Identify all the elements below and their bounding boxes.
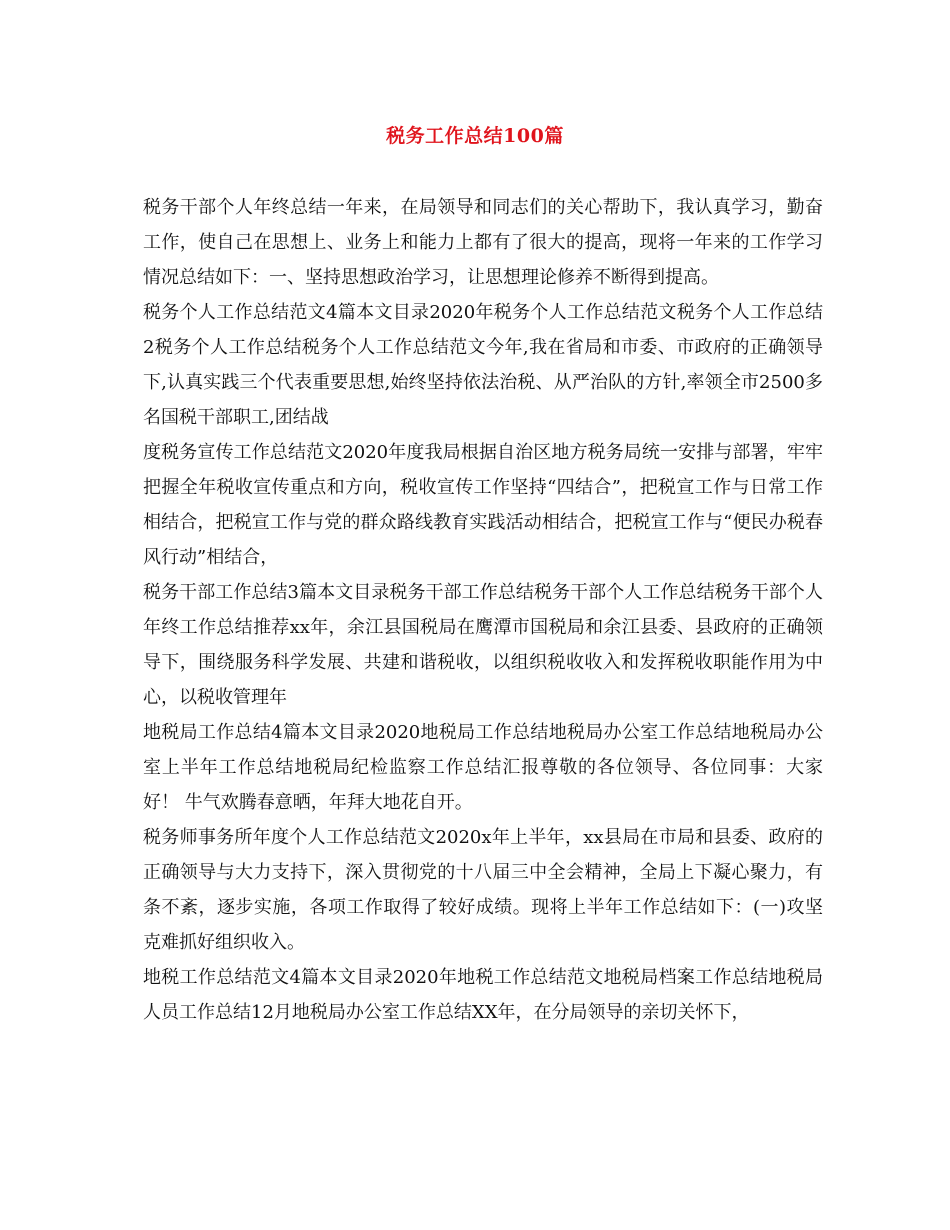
paragraph-1: 税务干部个人年终总结一年来，在局领导和同志们的关心帮助下，我认真学习，勤奋工作，使自己在思想上、业务上和能力上都有了很大的提高，现将一年来的工作学习情况总结如下：一、坚持思想政治学习，让思想理论修养不断得到提高。	[143, 197, 823, 288]
paragraph-5: 地税局工作总结4篇本文目录2020地税局工作总结地税局办公室工作总结地税局办公室上半年工作总结地税局纪检监察工作总结汇报尊敬的各位领导、各位同事：大家好！ 牛气欢腾春意晒，年拜大地花自开。	[143, 722, 823, 813]
paragraph-2: 税务个人工作总结范文4篇本文目录2020年税务个人工作总结范文税务个人工作总结2税务个人工作总结税务个人工作总结范文今年,我在省局和市委、市政府的正确领导下,认真实践三个代表重要思想,始终坚持依法治税、从严治队的方针,率领全市2500多名国税干部职工,团结战	[143, 302, 823, 428]
paragraph-4: 税务干部工作总结3篇本文目录税务干部工作总结税务干部个人工作总结税务干部个人年终工作总结推荐xx年，余江县国税局在鹰潭市国税局和余江县委、县政府的正确领导下，围绕服务科学发展、共建和谐税收，以组织税收收入和发挥税收职能作用为中心，以税收管理年	[143, 582, 823, 708]
paragraph-7: 地税工作总结范文4篇本文目录2020年地税工作总结范文地税局档案工作总结地税局人员工作总结12月地税局办公室工作总结XX年，在分局领导的亲切关怀下，	[143, 967, 823, 1023]
document-title: 税务工作总结100篇	[386, 125, 564, 147]
document-body	[143, 190, 823, 1030]
paragraph-6: 税务师事务所年度个人工作总结范文2020x年上半年，xx县局在市局和县委、政府的正确领导与大力支持下，深入贯彻党的十八届三中全会精神，全局上下凝心聚力，有条不紊，逐步实施，各项工作取得了较好成绩。现将上半年工作总结如下：(一)攻坚克难抓好组织收入。	[143, 827, 823, 953]
paragraph-3: 度税务宣传工作总结范文2020年度我局根据自治区地方税务局统一安排与部署，牢牢把握全年税收宣传重点和方向，税收宣传工作坚持“四结合”，把税宣工作与日常工作相结合，把税宣工作与党的群众路线教育实践活动相结合，把税宣工作与“便民办税春风行动”相结合，	[143, 442, 823, 568]
